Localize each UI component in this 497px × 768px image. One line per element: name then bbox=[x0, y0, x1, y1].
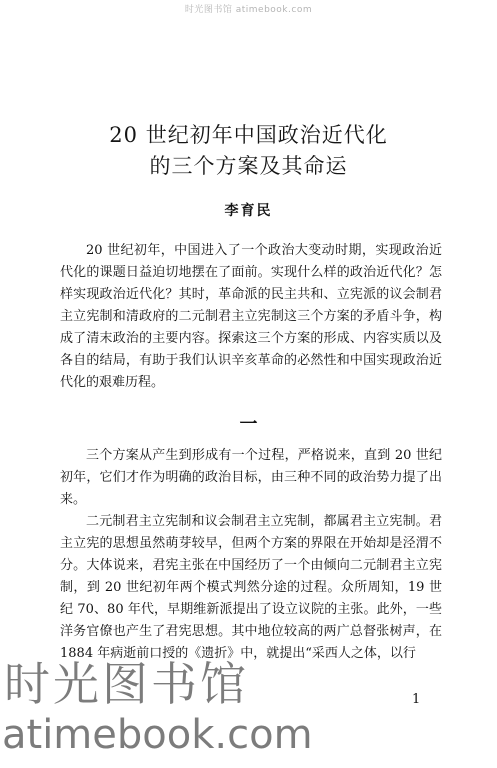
body-paragraph-2: 二元制君主立宪制和议会制君主立宪制，都属君主立宪制。君主立宪的思想虽然萌芽较早，但两个方案的界限在开始却是泾渭不分。大体说来，君宪主张在中国经历了一个由倾向二元制君主立宪制，到 20 世纪初年两个模式判然分途的过程。众所周知，19 世纪 70、80 年代，早期维新派提出了设立议院的主张。此外，一些洋务官僚也产生了君宪思想。其中地位较高的两广总督张树声，在 1884 年病逝前口授的《遗折》中，就提出“采西人之体，以行 bbox=[60, 514, 442, 661]
top-watermark: 时光图书馆 atimebook.com bbox=[184, 5, 313, 15]
watermark-brand-chinese: 时光图书馆 bbox=[4, 657, 249, 711]
article-title-line-1: 20 世纪初年中国政治近代化 bbox=[109, 123, 388, 147]
watermark-brand-url: atimebook.com bbox=[2, 712, 313, 758]
author-name: 李育民 bbox=[224, 203, 273, 219]
section-number-one: 一 bbox=[239, 414, 258, 435]
page-number: 1 bbox=[412, 692, 421, 707]
body-paragraph-1: 三个方案从产生到形成有一个过程，严格说来，直到 20 世纪初年，它们才作为明确的政治目标，由三种不同的政治势力提了出来。 bbox=[60, 448, 442, 507]
article-title-line-2: 的三个方案及其命运 bbox=[149, 154, 348, 178]
intro-paragraph: 20 世纪初年，中国进入了一个政治大变动时期，实现政治近代化的课题日益迫切地摆在了面前。实现什么样的政治近代化？怎样实现政治近代化？其时，革命派的民主共和、立宪派的议会制君主立宪制和清政府的二元制君主立宪制这三个方案的矛盾斗争，构成了清末政治的主要内容。探索这三个方案的形成、内容实质以及各自的结局，有助于我们认识辛亥革命的必然性和中国实现政治近代化的艰难历程。 bbox=[60, 243, 442, 390]
